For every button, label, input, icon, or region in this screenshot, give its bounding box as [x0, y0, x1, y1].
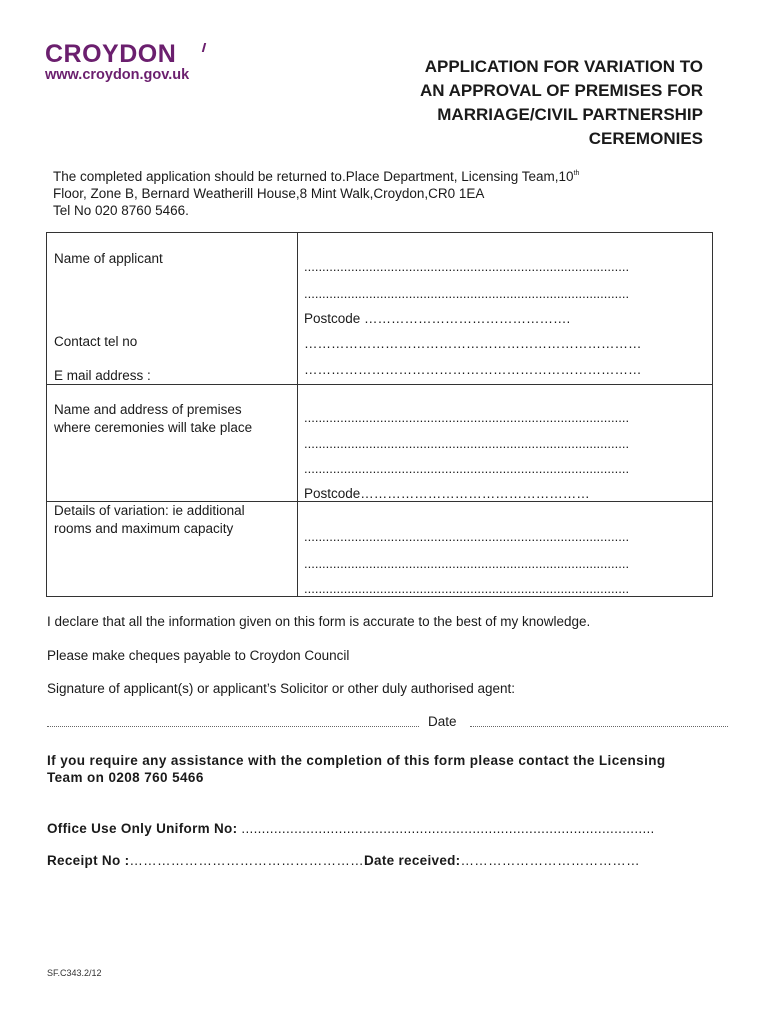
applicant-address-field[interactable]: .......................................................................................... [304, 286, 630, 301]
variation-details-field[interactable]: .......................................................................................... [304, 529, 630, 544]
variation-details-field[interactable]: .......................................................................................... [304, 581, 630, 596]
applicant-postcode-field[interactable]: Postcode ………………………………………. [304, 311, 571, 326]
date-field[interactable] [470, 714, 728, 727]
premises-label: Name and address of premises where ceremonies will take place [54, 402, 253, 435]
email-field[interactable]: ………………………………………………………………… [304, 362, 642, 377]
date-label: Date [428, 714, 457, 729]
premises-name-field[interactable]: .......................................................................................... [304, 410, 630, 425]
premises-address-field[interactable]: .......................................................................................... [304, 436, 630, 451]
intro-line-2: Floor, Zone B, Bernard Weatherill House,8 Mint Walk,Croydon,CR0 1EA [53, 186, 485, 201]
premises-postcode-field[interactable]: Postcode…………………………………………… [304, 486, 590, 501]
uniform-no-field[interactable]: ...................................................................................................... [237, 821, 655, 836]
applicant-name-field[interactable]: .......................................................................................... [304, 259, 630, 274]
cheques-text: Please make cheques payable to Croydon Council [47, 648, 350, 663]
title-line: APPLICATION FOR VARIATION TO [424, 57, 703, 76]
applicant-name-label: Name of applicant [54, 251, 163, 266]
form-reference-code: SF.C343.2/12 [47, 968, 102, 978]
page-title [323, 55, 703, 151]
receipt-no-field[interactable]: …………………………………………… [129, 853, 364, 868]
return-instructions [53, 165, 693, 219]
receipt-row [47, 853, 640, 868]
column-divider [297, 233, 298, 596]
signature-field[interactable] [47, 714, 419, 727]
title-line: AN APPROVAL OF PREMISES FOR [419, 81, 703, 100]
date-received-label: Date received: [363, 853, 461, 868]
office-use-row [47, 821, 655, 836]
uniform-no-label: Office Use Only Uniform No: [47, 821, 238, 836]
variation-details-field[interactable]: .......................................................................................... [304, 556, 630, 571]
logo-accent-mark [202, 43, 206, 52]
premises-address-field[interactable]: .......................................................................................... [304, 461, 630, 476]
contact-tel-field[interactable]: ………………………………………………………………… [304, 336, 642, 351]
logo-url: www.croydon.gov.uk [45, 67, 190, 83]
date-received-field[interactable]: ………………………………… [460, 853, 640, 868]
signature-prompt: Signature of applicant(s) or applicant’s Solicitor or other duly authorised agent: [47, 681, 516, 696]
title-line: MARRIAGE/CIVIL PARTNERSHIP [437, 105, 703, 124]
email-label: E mail address : [54, 368, 151, 383]
contact-tel-label: Contact tel no [54, 334, 138, 349]
variation-label: Details of variation: ie additional rooms and maximum capacity [54, 503, 245, 536]
intro-line-3: Tel No 020 8760 5466. [53, 203, 189, 218]
receipt-no-label: Receipt No : [47, 853, 130, 868]
intro-line-1: The completed application should be returned to.Place Department, Licensing Team,10th [53, 169, 580, 184]
application-form-table [46, 232, 713, 597]
declaration-text: I declare that all the information given on this form is accurate to the best of my knowledge. [47, 614, 591, 629]
assistance-notice: If you require any assistance with the completion of this form please contact the Licensing Team on 0208 760 5466 [47, 753, 666, 785]
croydon-logo: CROYDON [45, 40, 177, 68]
title-line: CEREMONIES [588, 129, 703, 148]
ordinal-suffix: th [573, 170, 580, 177]
